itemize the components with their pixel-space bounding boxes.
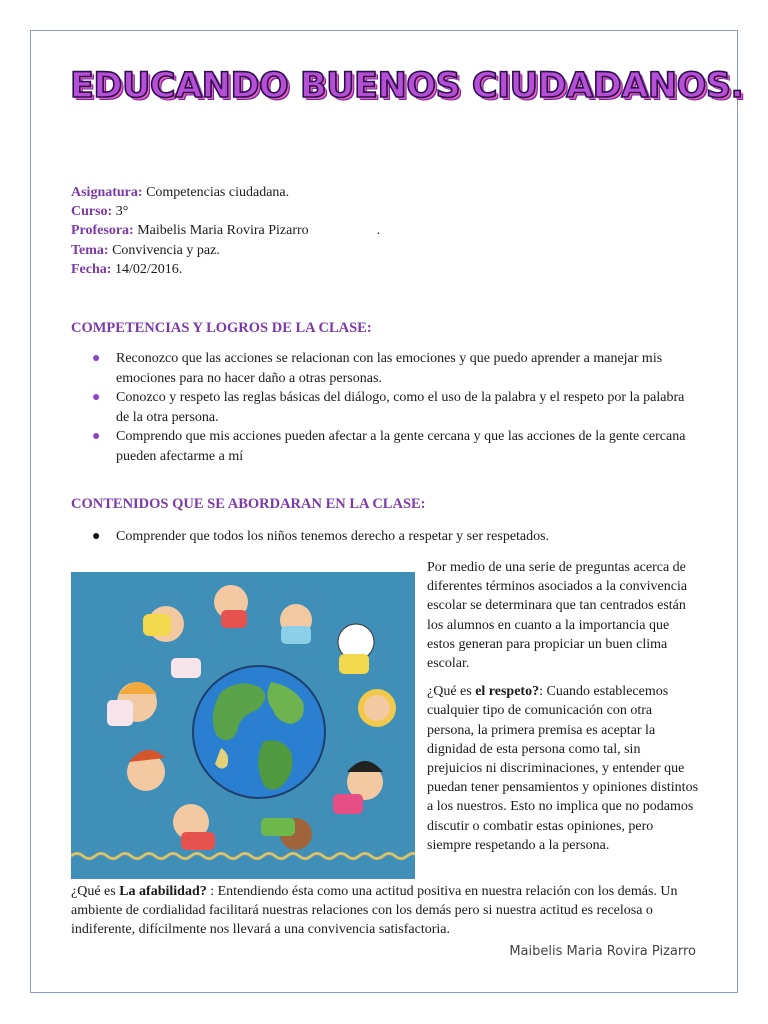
meta-profesora: Profesora: Maibelis Maria Rovira Pizarro . bbox=[71, 223, 381, 239]
children-globe-illustration bbox=[71, 572, 415, 879]
list-item: ● Comprendo que mis acciones pueden afectar a la gente cercana y que las acciones de la gente cercana pueden afectarme a mí bbox=[92, 429, 686, 464]
afabilidad-paragraph: ¿Qué es La afabilidad? : Entendiendo ésta como una actitud positiva en nuestra relación con los demás. Un ambiente de cordialidad facilitará nuestras relaciones con los demás pero si nuestra actitud es recelosa o indiferente, difícilmente nos llevará a una convivencia satisfactoria. bbox=[71, 884, 678, 938]
list-item: ● Comprender que todos los niños tenemos derecho a respetar y ser respetados. bbox=[92, 527, 692, 547]
list-item: ● Reconozco que las acciones se relacionan con las emociones y que puedo aprender a manejar mis emociones para no hacer daño a otras personas. bbox=[92, 351, 663, 386]
meta-curso: Curso: 3° bbox=[71, 204, 129, 220]
respeto-paragraph: ¿Qué es el respeto?: Cuando establecemos cualquier tipo de comunicación con otra persona, la primera premisa es aceptar la dignidad de esta persona como tal, sin prejuicios ni discriminaciones, y entender que puedan tener pensamientos y opiniones distintos a los nuestros. Esto no implica que no podamos discutir o combatir estas opiniones, pero siempre respetando a la persona. bbox=[427, 684, 699, 853]
meta-fecha: Fecha: 14/02/2016. bbox=[71, 261, 183, 277]
intro-paragraph: Por medio de una serie de preguntas acerca de diferentes términos asociados a la convivencia escolar se determinara que tan centrados están los alumnos en cuanto a la importancia que estos generan para propiciar un buen clima escolar. bbox=[427, 560, 688, 672]
footer-author: Maibelis Maria Rovira Pizarro bbox=[509, 944, 696, 959]
meta-block bbox=[71, 183, 380, 279]
competencias-list bbox=[92, 349, 692, 467]
page-title: EDUCANDO BUENOS CIUDADANOS. bbox=[70, 66, 744, 106]
side-text bbox=[427, 558, 699, 864]
list-item: ● Conozco y respeto las reglas básicas del diálogo, como el uso de la palabra y el respeto por la palabra de la otra persona. bbox=[92, 390, 685, 425]
bullet-icon: ● bbox=[92, 529, 101, 544]
bullet-icon: ● bbox=[92, 351, 101, 366]
contenidos-heading: CONTENIDOS QUE SE ABORDARAN EN LA CLASE: bbox=[71, 496, 426, 512]
globe-children-image bbox=[71, 572, 415, 879]
contenidos-list bbox=[92, 527, 692, 547]
competencias-heading: COMPETENCIAS Y LOGROS DE LA CLASE: bbox=[71, 320, 372, 336]
meta-asignatura: Asignatura: Competencias ciudadana. bbox=[71, 185, 290, 200]
bullet-icon: ● bbox=[92, 390, 101, 406]
bullet-icon: ● bbox=[92, 429, 101, 445]
meta-tema: Tema: Convivencia y paz. bbox=[71, 242, 220, 258]
